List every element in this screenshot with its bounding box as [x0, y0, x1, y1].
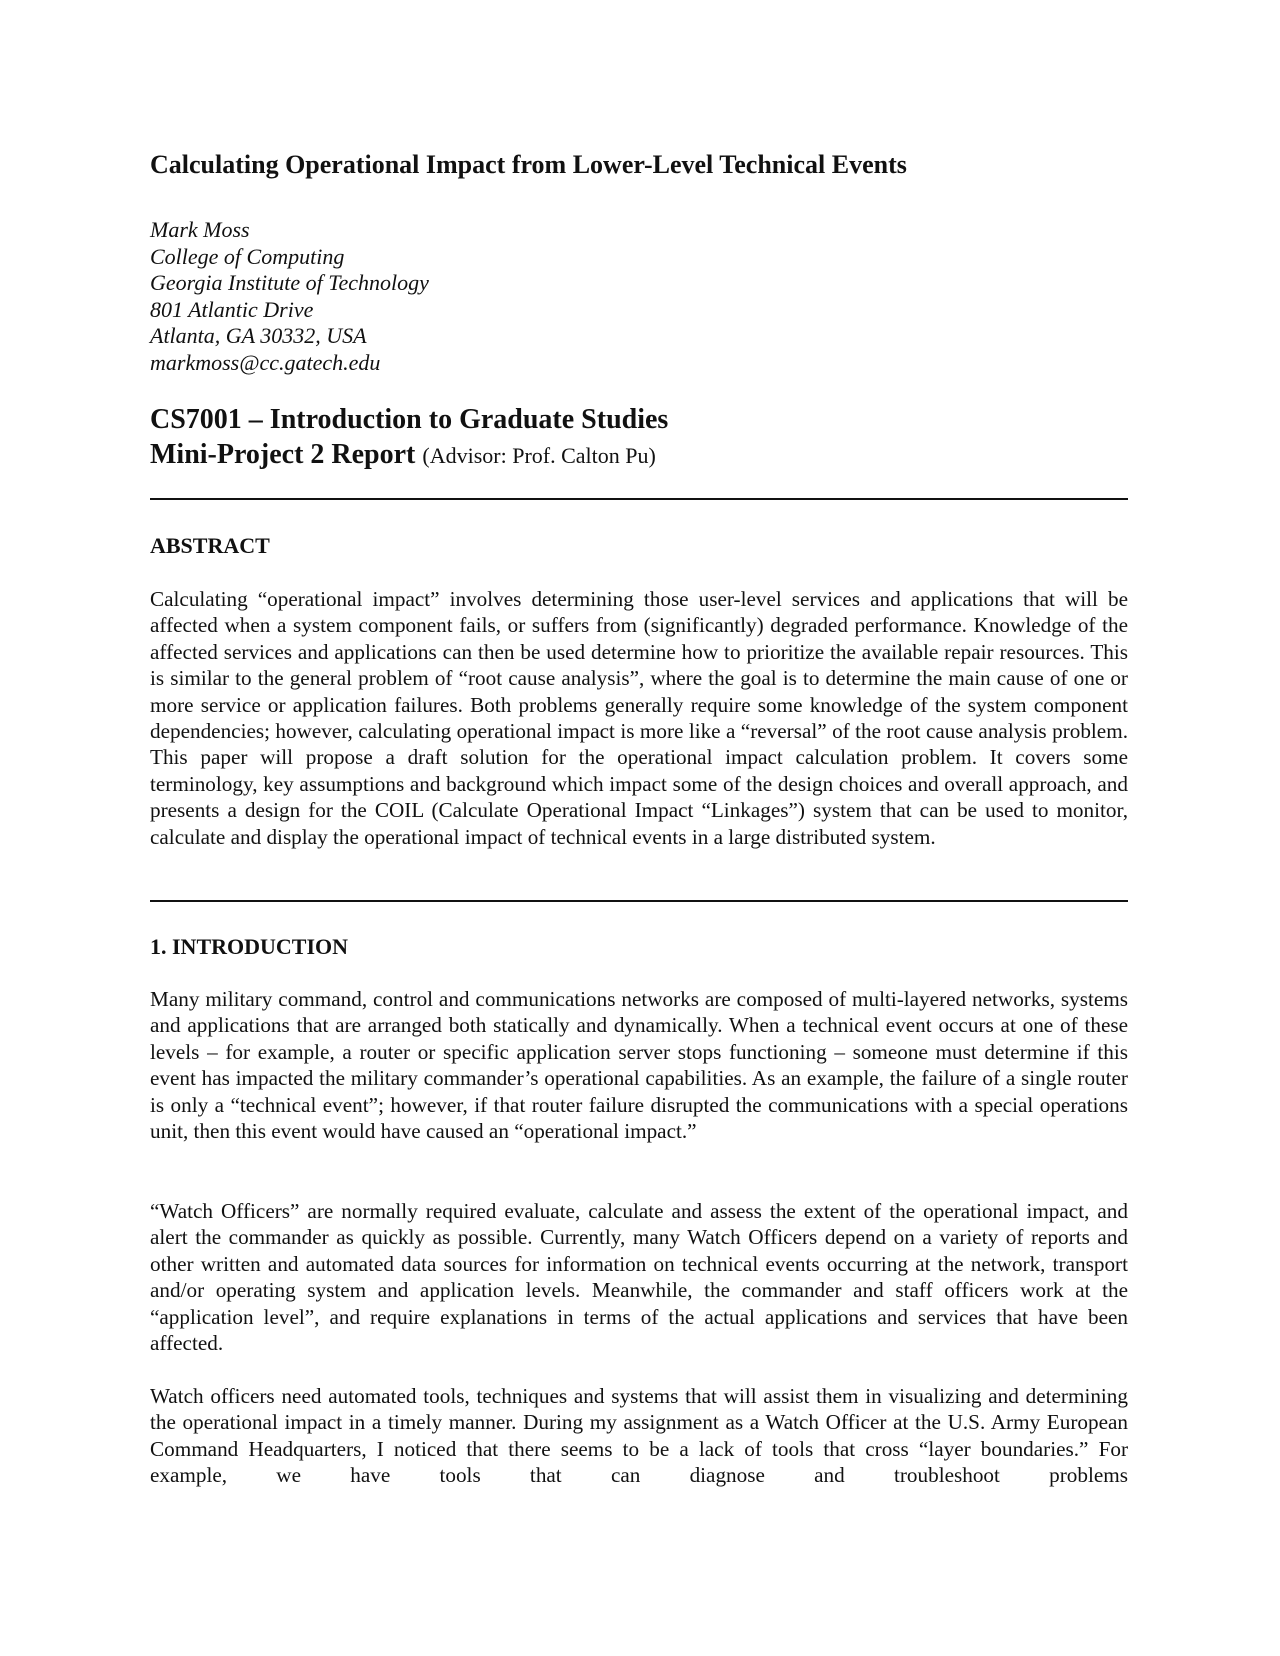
introduction-heading: 1. INTRODUCTION — [150, 934, 349, 959]
intro-paragraph-2: “Watch Officers” are normally required evaluate, calculate and assess the extent of the operational impact, and alert the commander as quickly as possible. Currently, many Watch Officers depend on a variety of reports and other written and automated data sources for information on technical events occurring at the network, transport and/or operating system and application levels. Meanwhile, the commander and staff officers work at the “application level”, and require explanations in terms of the actual applications and services that have been affected. — [150, 1199, 1128, 1356]
intro-paragraph-1: Many military command, control and communications networks are composed of multi-layered networks, systems and applications that are arranged both statically and dynamically. When a technical event occurs at one of these levels – for example, a router or specific application server stops functioning – someone must determine if this event has impacted the military commander’s operational capabilities. As an example, the failure of a single router is only a “technical event”; however, if that router failure disrupted the communications with a special operations unit, then this event would have caused an “operational impact.” — [150, 987, 1128, 1144]
paper-title: Calculating Operational Impact from Lower-Level Technical Events — [150, 150, 907, 179]
abstract-heading: ABSTRACT — [150, 533, 270, 558]
abstract-text: Calculating “operational impact” involves determining those user-level services and applications that will be affected when a system component fails, or suffers from (significantly) degraded performance. Knowledge of the affected services and applications can then be used determine how to prioritize the available repair resources. This is similar to the general problem of “root cause analysis”, where the goal is to determine the main cause of one or more service or application failures. Both problems generally require some knowledge of the system component dependencies; however, calculating operational impact is more like a “reversal” of the root cause analysis problem. This paper will propose a draft solution for the operational impact calculation problem. It covers some terminology, key assumptions and background which impact some of the design choices and overall approach, and presents a design for the COIL (Calculate Operational Impact “Linkages”) system that can be used to monitor, calculate and display the operational impact of technical events in a large distributed system. — [150, 587, 1128, 849]
horizontal-rule-bottom — [150, 900, 1128, 902]
intro-paragraph-3: Watch officers need automated tools, techniques and systems that will assist them in visualizing and determining the operational impact in a timely manner. During my assignment as a Watch Officer at the U.S. Army European Command Headquarters, I noticed that there seems to be a lack of tools that cross “layer boundaries.” For example, we have tools that can diagnose and troubleshoot problems — [150, 1384, 1128, 1488]
author-institution: Georgia Institute of Technology — [150, 270, 429, 295]
author-city: Atlanta, GA 30332, USA — [150, 323, 367, 348]
author-name: Mark Moss — [150, 217, 250, 242]
course-title: CS7001 – Introduction to Graduate Studies — [150, 404, 669, 435]
author-department: College of Computing — [150, 243, 345, 269]
horizontal-rule-top — [150, 498, 1128, 500]
advisor-note: (Advisor: Prof. Calton Pu) — [422, 443, 656, 468]
author-email: markmoss@cc.gatech.edu — [150, 349, 381, 375]
course-block — [150, 402, 668, 473]
report-title: Mini-Project 2 Report — [150, 439, 416, 470]
author-block — [150, 217, 429, 376]
report-title-line — [150, 437, 668, 473]
author-street: 801 Atlantic Drive — [150, 296, 314, 322]
